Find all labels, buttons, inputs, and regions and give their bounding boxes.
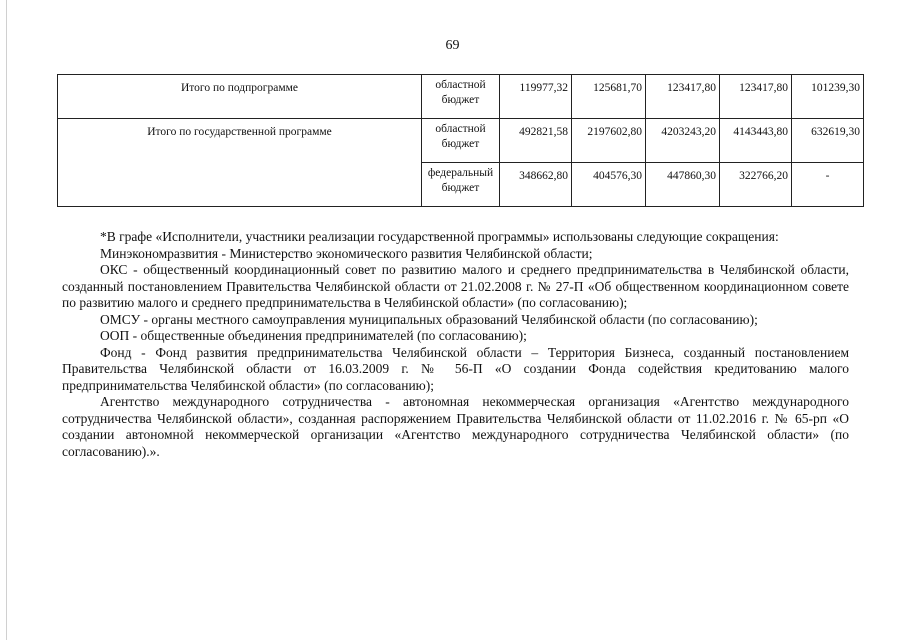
value-cell: 125681,70 (572, 75, 646, 119)
note-item: Агентство международного сотрудничества - автономная некоммерческая организация «Агентство международного сотрудничества Челябинской области», созданная распоряжением Правительства Челябинской области от 11.02.2016 г. № 65-рп «О создании автономной некоммерческой организации «Агентство международного сотрудничества Челябинской области» (по согласованию).». (62, 394, 849, 459)
row-name: Итого по подпрограмме (58, 75, 422, 119)
budget-table (57, 74, 864, 207)
notes-intro: *В графе «Исполнители, участники реализации государственной программы» использованы следующие сокращения: (100, 229, 779, 244)
abbreviations-notes (62, 229, 849, 460)
value-cell: 404576,30 (572, 163, 646, 207)
funding-source: областной бюджет (422, 119, 500, 163)
note-item: ООП - общественные объединения предпринимателей (по согласованию); (100, 328, 527, 343)
value-cell: 4143443,80 (720, 119, 792, 163)
value-cell: 101239,30 (792, 75, 864, 119)
note-item: Фонд - Фонд развития предпринимательства Челябинской области – Территория Бизнеса, созданный постановлением Правительства Челябинской области от 16.03.2009 г. № 56-П «О создании Фонда содействия кредитованию малого предпринимательства Челябинской области» (по согласованию); (62, 344, 849, 393)
value-cell: - (792, 163, 864, 207)
funding-source: областной бюджет (422, 75, 500, 119)
note-item: Минэкономразвития - Министерство экономического развития Челябинской области; (100, 245, 593, 261)
value-cell: 4203243,20 (646, 119, 720, 163)
table-row (58, 119, 864, 163)
value-cell: 119977,32 (500, 75, 572, 119)
value-cell: 322766,20 (720, 163, 792, 207)
page-number: 69 (445, 38, 460, 53)
value-cell: 2197602,80 (572, 119, 646, 163)
page-edge (6, 0, 7, 640)
note-item: ОКС - общественный координационный совет по развитию малого и среднего предпринимательства в Челябинской области, созданный постановлением Правительства Челябинской области от 21.02.2008 г. № 27-П «Об общественном координационном совете по развитию малого и среднего предпринимательства в Челябинской области» (по согласованию); (62, 262, 849, 310)
row-name: Итого по государственной программе (58, 119, 422, 207)
value-cell: 632619,30 (792, 119, 864, 163)
value-cell: 123417,80 (646, 75, 720, 119)
value-cell: 123417,80 (720, 75, 792, 119)
note-item: ОМСУ - органы местного самоуправления муниципальных образований Челябинской области (по согласованию); (100, 311, 758, 327)
table-row (58, 75, 864, 119)
value-cell: 492821,58 (500, 119, 572, 163)
value-cell: 348662,80 (500, 163, 572, 207)
funding-source: федеральный бюджет (422, 163, 500, 207)
value-cell: 447860,30 (646, 163, 720, 207)
